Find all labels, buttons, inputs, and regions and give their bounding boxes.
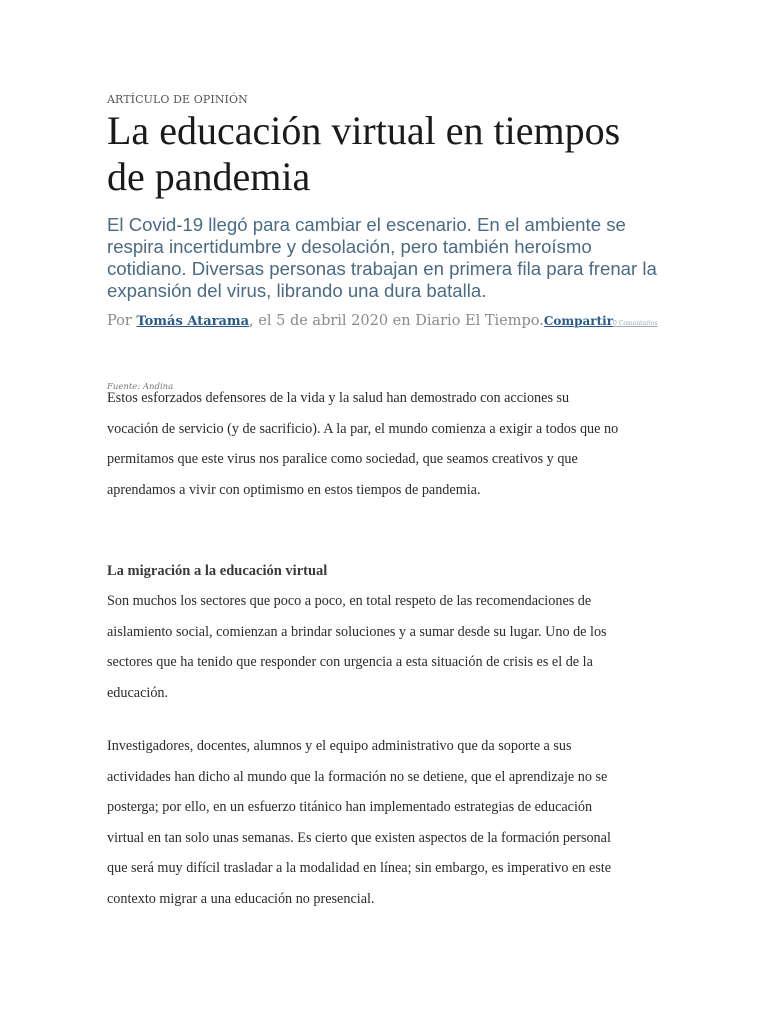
paragraph-line: que será muy difícil trasladar a la modalidad en línea; sin embargo, es imperativo en este [107,860,612,876]
byline-date: , el 5 de abril 2020 en Diario El Tiempo. [249,313,544,329]
section-heading: La migración a la educación virtual [107,563,328,579]
article-byline [107,313,707,329]
paragraph-line: vocación de servicio (y de sacrificio). A la par, el mundo comienza a exigir a todos que no [107,420,619,437]
paragraph-1 [107,383,667,505]
paragraph-2 [107,586,667,708]
article-subtitle: El Covid-19 llegó para cambiar el escenario. En el ambiente se respira incertidumbre y desolación, pero también heroísmo cotidiano. Diversas personas trabajan en primera fila para frenar la expansión del virus, librando una dura batalla. [107,214,657,301]
paragraph-line: sectores que ha tenido que responder con urgencia a esta situación de crisis es el de la [107,654,593,670]
paragraph-line: aprendamos a vivir con optimismo en estos tiempos de pandemia. [107,481,481,498]
paragraph-line: Son muchos los sectores que poco a poco, en total respeto de las recomendaciones de [107,593,592,609]
image-source-caption: Fuente: Andina [107,382,174,392]
paragraph-line: contexto migrar a una educación no presencial. [107,890,375,907]
article-title: La educación virtual en tiempos de pandemia [107,108,621,199]
paragraph-line: Estos esforzados defensores de la vida y la salud han demostrado con acciones su [107,390,570,406]
paragraph-line: actividades han dicho al mundo que la formación no se detiene, que el aprendizaje no se [107,768,608,785]
author-link[interactable]: Tomás Atarama [136,314,250,329]
paragraph-line: virtual en tan solo unas semanas. Es cierto que existen aspectos de la formación personal [107,829,611,846]
paragraph-line: permitamos que este virus nos paralice como sociedad, que seamos creativos y que [107,451,578,467]
article-kicker: ARTÍCULO DE OPINIÓN [107,93,248,106]
paragraph-line: Investigadores, docentes, alumnos y el equipo administrativo que da soporte a sus [107,738,572,754]
paragraph-line: posterga; por ello, en un esfuerzo titánico han implementado estrategias de educación [107,799,593,815]
paragraph-line: educación. [107,684,169,701]
paragraph-3 [107,731,667,914]
byline-prefix: Por [107,313,137,329]
comments-link[interactable]: 0 Comentarios [613,320,658,327]
paragraph-line: aislamiento social, comienzan a brindar soluciones y a sumar desde su lugar. Uno de los [107,623,607,640]
share-link[interactable]: Compartir [543,314,614,328]
